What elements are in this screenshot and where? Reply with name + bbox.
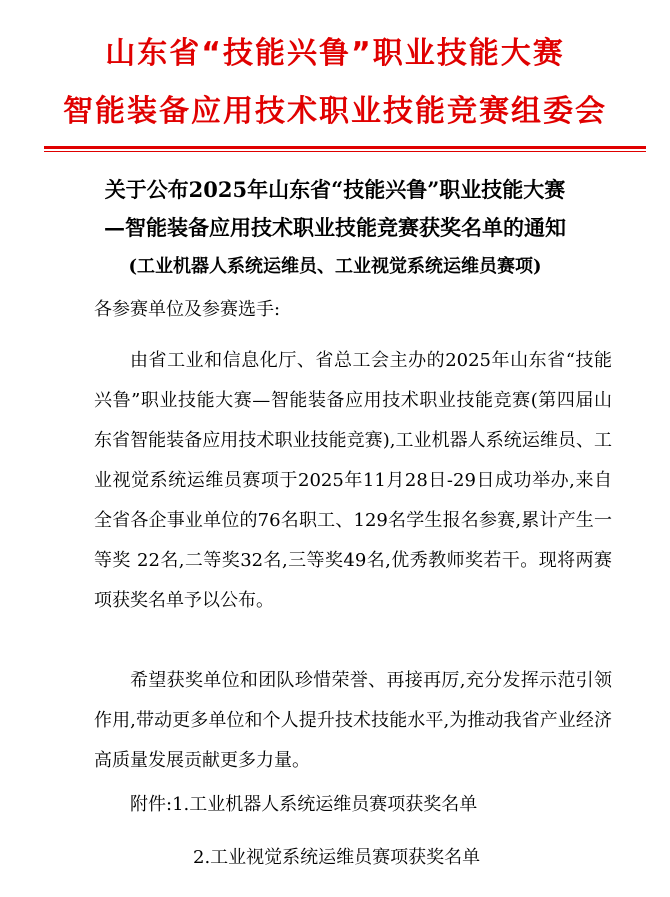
issuer-title-line-2: 智能装备应用技术职业技能竞赛组委会 xyxy=(63,94,607,129)
salutation: 各参赛单位及参赛选手: xyxy=(94,299,281,320)
attachment-item-2: 2.工业视觉系统运维员赛项获奖名单 xyxy=(193,847,481,868)
red-divider-thick xyxy=(44,146,646,149)
body-paragraph-1: 由省工业和信息化厅、省总工会主办的2025年山东省“技能兴鲁”职业技能大赛—智能装备应用技术职业技能竞赛(第四届山东省智能装备应用技术职业技能竞赛),工业机器人系统运维员、工业视觉系统运维员赛项于2025年11月28日-29日成功举办,来自全省各企事业单位的76名职工、129名学生报名参赛,累计产生一等奖 22名,二等奖32名,三等奖49名,优秀教师奖若干。现将两赛项获奖名单予以公布。 xyxy=(94,350,612,611)
notice-title-line-1: 关于公布2025年山东省“技能兴鲁”职业技能大赛 xyxy=(104,177,566,202)
notice-title-line-2: —智能装备应用技术职业技能竞赛获奖名单的通知 xyxy=(104,215,566,240)
body-paragraph-2: 希望获奖单位和团队珍惜荣誉、再接再厉,充分发挥示范引领作用,带动更多单位和个人提升技术技能水平,为推动我省产业经济高质量发展贡献更多力量。 xyxy=(94,670,612,771)
red-divider-thin xyxy=(44,151,646,152)
attachment-item-1: 附件:1.工业机器人系统运维员赛项获奖名单 xyxy=(130,794,478,815)
issuer-title-line-1: 山东省“技能兴鲁”职业技能大赛 xyxy=(105,36,565,71)
notice-subtitle: (工业机器人系统运维员、工业视觉系统运维员赛项) xyxy=(128,256,542,277)
